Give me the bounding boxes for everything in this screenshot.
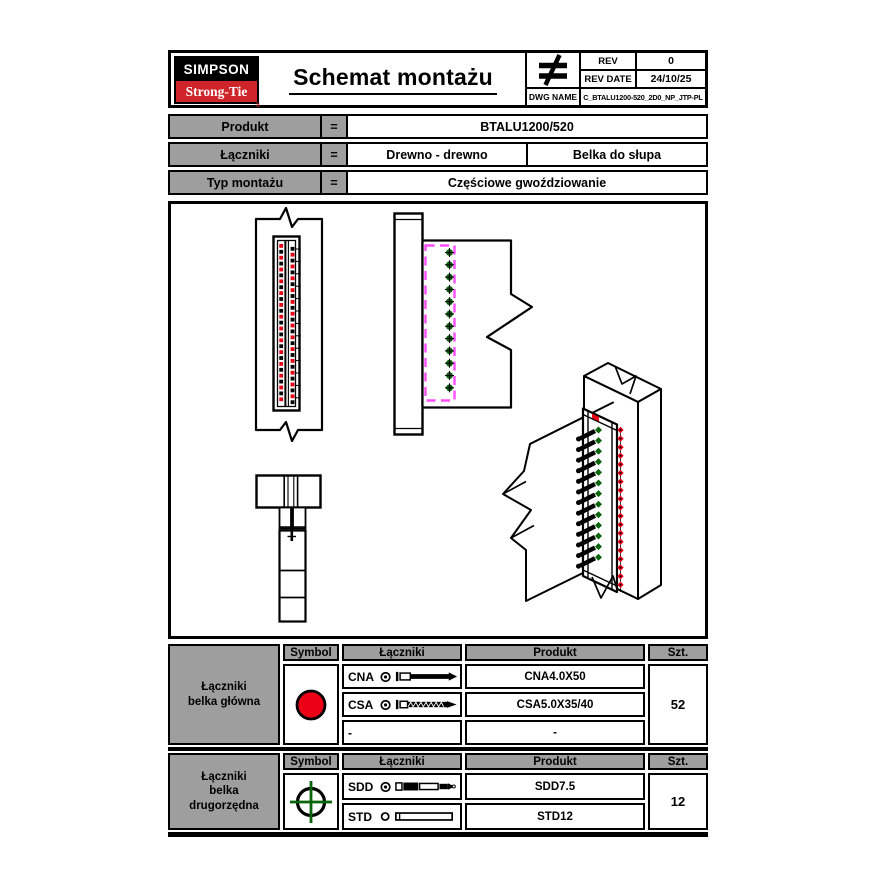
logo-strongtie-text: Strong-Tie [176, 81, 257, 102]
column-header-product: Produkt [465, 753, 645, 770]
mount-type-label: Typ montażu [170, 172, 322, 193]
double-circle-icon [380, 781, 391, 793]
fasteners-row [168, 142, 708, 167]
group-label-main-beam: Łączniki belka główna [168, 644, 280, 745]
fastener-row-std: STD [342, 803, 462, 830]
main-beam-fasteners-table [168, 644, 708, 745]
dowel-screw-icon [395, 780, 460, 793]
product-label: Produkt [170, 116, 322, 137]
simpson-strongtie-logo [171, 53, 261, 109]
fasteners-value-2: Belka do słupa [528, 144, 706, 165]
crosshair-circle-icon [283, 773, 339, 830]
dwg-name-label: DWG NAME [527, 89, 579, 105]
rev-label: REV [581, 53, 635, 69]
column-header-fasteners: Łączniki [342, 753, 462, 770]
plan-view [257, 476, 321, 622]
single-circle-icon [380, 811, 390, 822]
product-csa: CSA5.0X35/40 [465, 692, 645, 717]
fastener-row-csa: CSA [342, 692, 462, 717]
registered-trademark: ® [255, 103, 260, 109]
fasteners-label: Łączniki [170, 144, 322, 165]
equals-sign: = [322, 172, 348, 193]
page-title: Schemat montażu [261, 53, 525, 105]
assembly-drawing-area [168, 201, 708, 639]
product-row [168, 114, 708, 139]
smooth-dowel-icon [394, 810, 460, 823]
product-empty: - [465, 720, 645, 745]
revision-table [525, 53, 705, 105]
fastener-row-cna: CNA [342, 664, 462, 689]
table-separator [168, 747, 708, 751]
side-view [395, 214, 533, 435]
logo-simpson-text: SIMPSON [176, 58, 257, 81]
mount-type-row [168, 170, 708, 195]
nail-icon [395, 670, 460, 683]
column-header-product: Produkt [465, 644, 645, 661]
mount-type-value: Częściowe gwoździowanie [348, 172, 706, 193]
double-circle-icon [380, 671, 391, 683]
column-header-fasteners: Łączniki [342, 644, 462, 661]
drawing-sheet [168, 50, 708, 837]
product-sdd: SDD7.5 [465, 773, 645, 800]
red-filled-circle-icon [283, 664, 339, 745]
assembly-drawing [171, 204, 705, 636]
qty-main-beam: 52 [648, 664, 708, 745]
group-label-secondary-beam: Łączniki belka drugorzędna [168, 753, 280, 830]
column-header-qty: Szt. [648, 753, 708, 770]
qty-secondary-beam: 12 [648, 773, 708, 830]
column-header-symbol: Symbol [283, 753, 339, 770]
front-view [256, 208, 322, 441]
dwg-name-value: C_BTALU1200-520_2D0_NP_JTP-PL [581, 89, 705, 105]
double-circle-icon [380, 699, 391, 711]
column-header-qty: Szt. [648, 644, 708, 661]
fastener-row-sdd: SDD [342, 773, 462, 800]
rev-date-value: 24/10/25 [637, 71, 705, 87]
column-header-symbol: Symbol [283, 644, 339, 661]
equals-sign: = [322, 116, 348, 137]
wood-screw-icon [395, 698, 460, 711]
product-info-table [168, 114, 708, 195]
secondary-beam-fasteners-table [168, 753, 708, 830]
not-equal-icon [527, 53, 579, 87]
fasteners-value-1: Drewno - drewno [348, 144, 528, 165]
sheet-bottom-border [168, 832, 708, 837]
isometric-view [503, 363, 661, 601]
product-cna: CNA4.0X50 [465, 664, 645, 689]
fastener-row-empty: - [342, 720, 462, 745]
equals-sign: = [322, 144, 348, 165]
rev-value: 0 [637, 53, 705, 69]
product-value: BTALU1200/520 [348, 116, 706, 137]
product-std: STD12 [465, 803, 645, 830]
title-block [168, 50, 708, 108]
rev-date-label: REV DATE [581, 71, 635, 87]
